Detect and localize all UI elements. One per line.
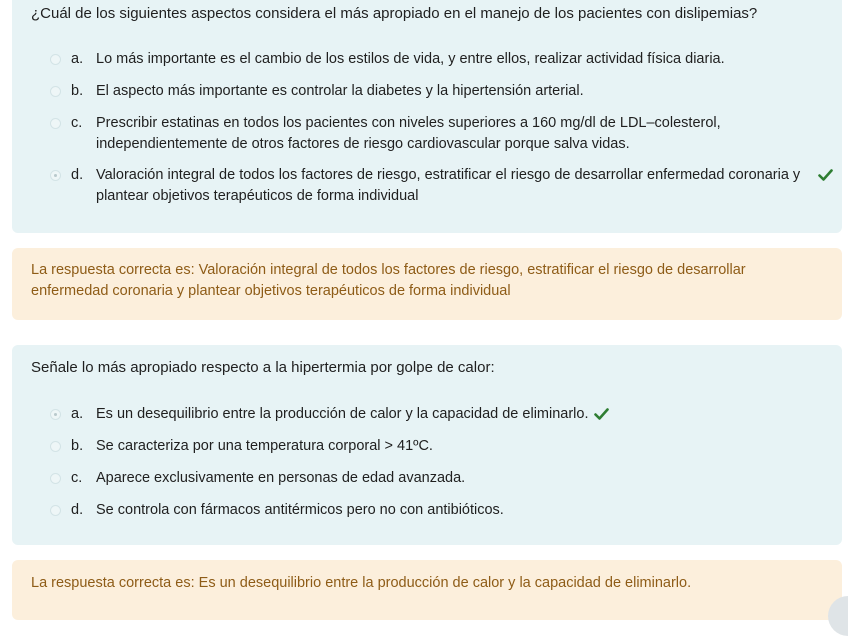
option-text-wrap	[96, 165, 840, 207]
option-text: Se controla con fármacos antitérmicos pero no con antibióticos.	[96, 502, 504, 518]
feedback-text: La respuesta correcta es: Valoración integral de todos los factores de riesgo, estratificar el riesgo de desarrollar enfermedad coronaria y plantear objetivos terapéuticos de forma individual	[31, 262, 746, 299]
radio-icon[interactable]	[50, 54, 61, 65]
option-letter: c.	[71, 470, 83, 486]
check-icon	[818, 169, 833, 181]
option-text: Valoración integral de todos los factores de riesgo, estratificar el riesgo de desarrollar enfermedad coronaria y plantear objetivos terapéuticos de forma individual	[96, 167, 801, 204]
radio-icon[interactable]	[50, 473, 61, 484]
radio-selected-icon[interactable]	[50, 170, 61, 181]
option-text: El aspecto más importante es controlar la diabetes y la hipertensión arterial.	[96, 83, 584, 99]
radio-selected-icon[interactable]	[50, 409, 61, 420]
radio-icon[interactable]	[50, 441, 61, 452]
option-letter: d.	[71, 502, 84, 518]
radio-icon[interactable]	[50, 118, 61, 129]
radio-icon[interactable]	[50, 505, 61, 516]
question-2-text: Señale lo más apropiado respecto a la hipertermia por golpe de calor:	[31, 359, 495, 376]
option-letter: d.	[71, 167, 84, 183]
feedback-text: La respuesta correcta es: Es un desequilibrio entre la producción de calor y la capacidad de eliminarlo.	[31, 575, 692, 591]
radio-icon[interactable]	[50, 86, 61, 97]
option-letter: b.	[71, 438, 84, 454]
option-text-wrap	[96, 404, 830, 425]
option-letter: b.	[71, 83, 84, 99]
question-1-card	[12, 0, 842, 233]
question-1-feedback	[12, 248, 842, 320]
question-1-text: ¿Cuál de los siguientes aspectos considera el más apropiado en el manejo de los pacientes con dislipemias?	[31, 5, 758, 22]
option-text: Se caracteriza por una temperatura corporal > 41ºC.	[96, 438, 433, 454]
question-2-card	[12, 345, 842, 545]
option-text: Es un desequilibrio entre la producción de calor y la capacidad de eliminarlo.	[96, 406, 589, 422]
question-2-feedback	[12, 560, 842, 620]
option-letter: a.	[71, 406, 84, 422]
option-letter: a.	[71, 51, 84, 67]
check-icon	[594, 408, 609, 420]
option-text: Lo más importante es el cambio de los estilos de vida, y entre ellos, realizar actividad física diaria.	[96, 51, 725, 67]
option-letter: c.	[71, 115, 83, 131]
option-text: Aparece exclusivamente en personas de edad avanzada.	[96, 470, 466, 486]
option-text: Prescribir estatinas en todos los pacientes con niveles superiores a 160 mg/dl de LDL–colesterol, independientemente de otros factores de riesgo cardiovascular porque salva vidas.	[96, 115, 721, 152]
